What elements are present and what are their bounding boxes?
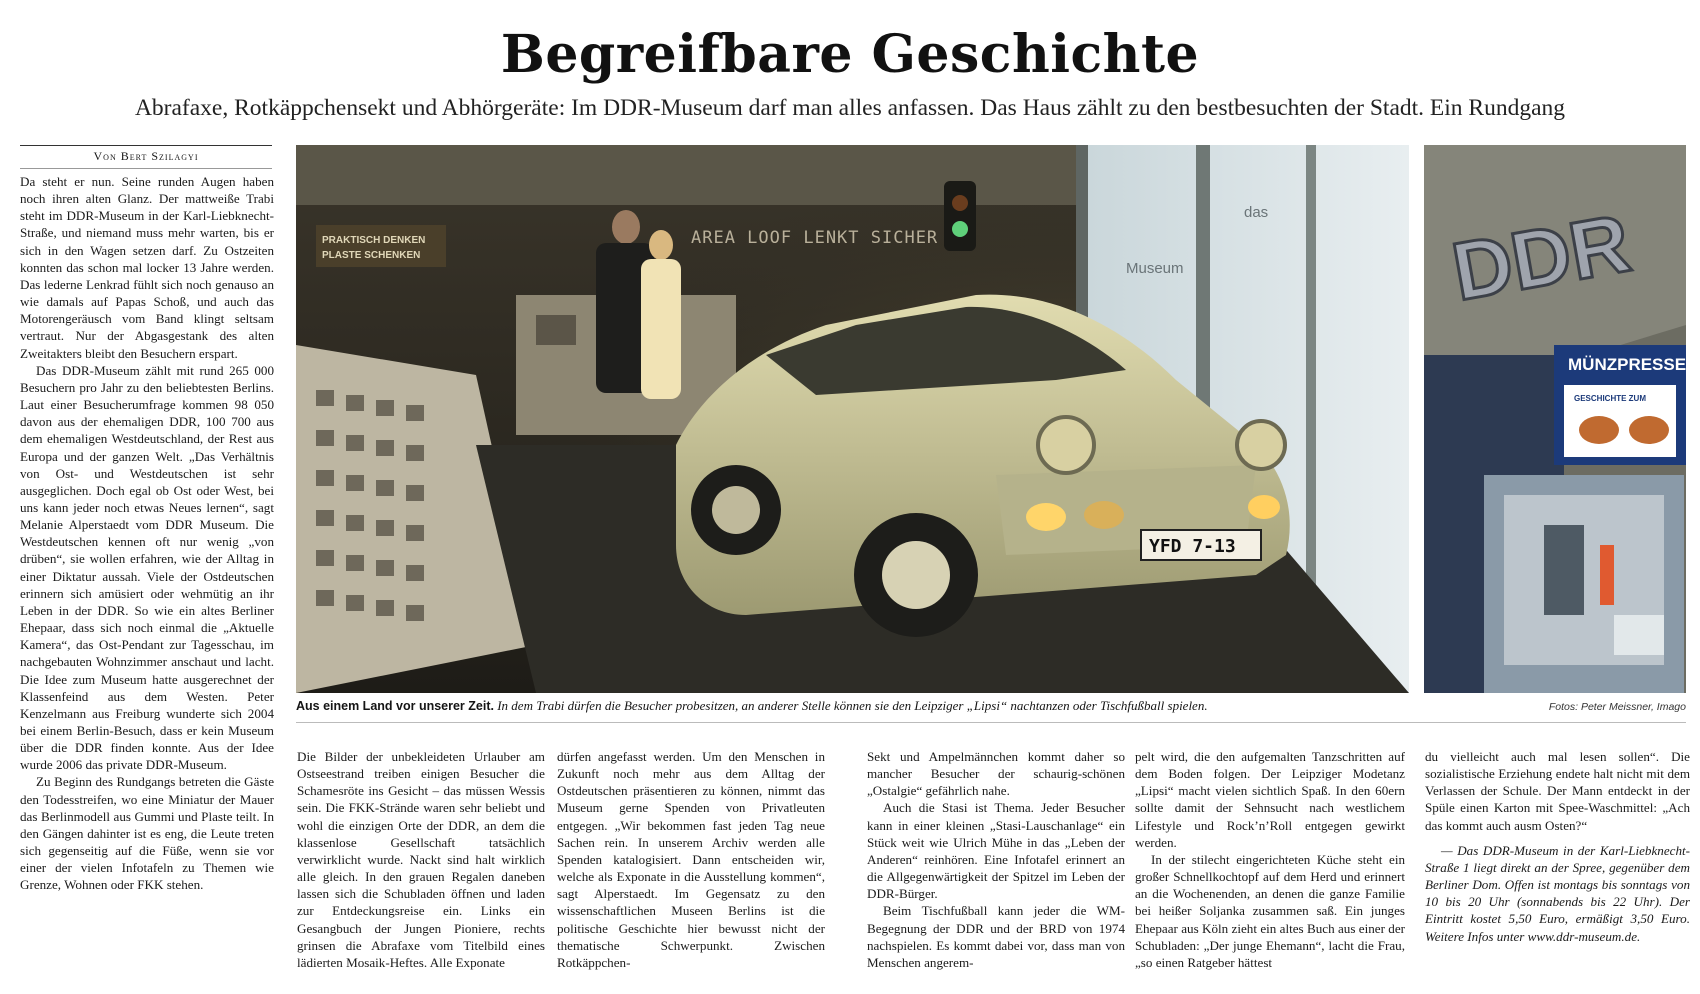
paragraph: Da steht er nun. Seine runden Augen haben noch ihren alten Glanz. Der mattweiße Trabi steht im DDR-Museum in der Karl-Liebknecht-Straße, und niemand muss mehr warten, bis er sich in den Wagen setzen darf. Zu Ostzeiten konnten das schon mal locker 13 Jahre werden. Das lederne Lenkrad fühlt sich noch genauso an wie damals auf Papas Schoß, und auch das Motorengeräusch vom Band klingt seltsam vertraut. Nur der Abgasgestank des alten Zweitakters bleibt den Besuchern erspart. <box>20 174 274 361</box>
side-photo-graphic <box>1424 145 1686 693</box>
text-column-4 <box>867 748 1125 971</box>
ddr-letters: DDR <box>1445 197 1637 319</box>
muenzpresse-title: MÜNZPRESSE <box>1568 355 1686 374</box>
main-photo <box>296 145 1409 693</box>
paragraph: dürfen angefasst werden. Um den Menschen in Zukunft noch mehr aus dem Alltag der Ostdeutschen präsentieren zu können, nimmt das Museum gerne Spenden von Privatleuten entgegen. „Wir bekommen fast jeden Tag neue Sachen rein. In unserem Archiv werden alle Spenden katalogisiert. Dann entscheiden wir, welche als Exponate in die Ausstellung kommen“, sagt Alperstaedt. Im Gegensatz zu den wissenschaftlichen Museen Berlins ist die politische Geschichte hier bewusst nicht der thematische Schwerpunkt. Zwischen Rotkäppchen- <box>557 749 825 970</box>
article-subheadline: Abrafaxe, Rotkäppchensekt und Abhörgeräte: Im DDR-Museum darf man alles anfassen. Das Haus zählt zu den bestbesuchten der Stadt. Ein Rundgang <box>134 95 1566 121</box>
paragraph: Zu Beginn des Rundgangs betreten die Gäste den Todesstreifen, wo eine Miniatur der Mauer das Berlinmodell aus Gummi und Plaste teilt. In den Gängen dahinter ist es eng, die Leute treten sich gegenseitig auf die Füße, wenn sie vor einer der vielen Infotafeln zu Themen wie Grenze, Wohnen oder FKK stehen. <box>20 774 274 893</box>
license-plate: YFD 7-13 <box>1149 536 1236 557</box>
paragraph: Beim Tischfußball kann jeder die WM-Begegnung der DDR und der BRD von 1974 nachspielen. Es kommt dabei vor, dass man von Menschen angerem- <box>867 903 1125 970</box>
sign-text-1: PRAKTISCH DENKEN <box>322 235 426 246</box>
caption-head: Aus einem Land vor unserer Zeit. <box>296 699 494 713</box>
sign-text-2: PLASTE SCHENKEN <box>322 250 421 261</box>
photo-caption <box>296 698 1446 714</box>
caption-text: In dem Trabi dürfen die Besucher probesitzen, an anderer Stelle können sie den Leipziger „Lipsi“ nachtanzen oder Tischfußball spielen. <box>497 698 1208 713</box>
wall-slogan: AREA LOOF LENKT SICHER <box>691 228 939 248</box>
byline-rule-bottom <box>20 168 272 169</box>
muenzpresse-subtitle: GESCHICHTE ZUM <box>1574 394 1646 403</box>
side-photo <box>1424 145 1686 693</box>
text-column-6 <box>1425 748 1690 945</box>
text-column-3 <box>557 748 825 971</box>
byline-block <box>20 145 272 169</box>
text-column-1 <box>20 173 274 894</box>
museum-infobox: — Das DDR-Museum in der Karl-Liebknecht-Straße 1 liegt direkt an der Spree, gegenüber dem Berliner Dom. Offen ist montags bis sonntags von 10 bis 20 Uhr (sonnabends bis 22 Uhr). Der Eintritt kostet 5,50 Euro, ermäßigt 3,50 Euro. Weitere Infos unter www.ddr-museum.de. <box>1425 842 1690 944</box>
paragraph: In der stilecht eingerichteten Küche steht ein großer Schnellkochtopf auf dem Herd und erinnert an die Wochenenden, an denen die ganze Familie bei heißer Soljanka zusammen saß. Ein junges Ehepaar aus Köln zieht ein altes Buch aus einer der Schubladen: „Der junge Ehemann“, lacht die Frau, „so einen Ratgeber hättest <box>1135 851 1405 970</box>
photo-credit: Fotos: Peter Meissner, Imago <box>1548 701 1686 713</box>
text-column-2 <box>297 748 545 971</box>
paragraph: Sekt und Ampelmännchen kommt daher so mancher Besucher der schaurig-schönen „Ostalgie“ gefährlich nahe. <box>867 749 1125 799</box>
window-text-das: das <box>1244 204 1269 221</box>
paragraph: du vielleicht auch mal lesen sollen“. Die sozialistische Erziehung endete halt nicht mit dem Verlassen der Schule. Der Mann entdeckt in der Spüle einen Karton mit Spee-Waschmittel: „Ach das kommt auch ausm Osten?“ <box>1425 749 1690 833</box>
paragraph: pelt wird, die den aufgemalten Tanzschritten auf dem Boden folgen. Der Leipziger Modetanz „Lipsi“ macht vielen sichtlich Spaß. In den 60ern sollte damit der Sehnsucht nach westlichem Lifestyle und Rock’n’Roll entgegen gewirkt werden. <box>1135 749 1405 850</box>
caption-rule <box>296 722 1686 723</box>
article-headline: Begreifbare Geschichte <box>500 24 1200 85</box>
window-text-museum: Museum <box>1126 260 1184 277</box>
paragraph: Auch die Stasi ist Thema. Jeder Besucher kann in einer kleinen „Stasi-Lauschanlage“ ein Stück weit wie Ulrich Mühe in das „Leben der Anderen“ reinhören. Eine Infotafel erinnert an die Allgegenwärtigkeit der Spitzel im Leben der DDR-Bürger. <box>867 800 1125 902</box>
byline: Von Bert Szilagyi <box>93 149 199 163</box>
text-column-5 <box>1135 748 1405 971</box>
paragraph: Das DDR-Museum zählt mit rund 265 000 Besuchern pro Jahr zu den beliebtesten Berlins. Laut einer Besucherumfrage kommen 98 050 davon aus der ehemaligen DDR, 100 700 aus dem ehemaligen Westdeutschland, der Rest aus Europa und der ganzen Welt. „Das Verhältnis von Ost- und Westdeutschen ist sehr ausgeglichen. Doch egal ob Ost oder West, bei uns kann jeder noch etwas Neues lernen“, sagt Melanie Alperstaedt vom DDR Museum. Die Westdeutschen kennen oft nur wenig „von drüben“, sie wollen erfahren, wie der Alltag in einer Diktatur aussah. Viele der Ostdeutschen erinnern sich amüsiert oder wehmütig an ihr Leben in der DDR. So wie ein altes Berliner Ehepaar, dass sich noch einmal die „Aktuelle Kamera“, das Ost-Pendant zur Tagesschau, im nachgebauten Wohnzimmer anschaut und lacht. Die Idee zum Museum hatte ausgerechnet der Klassenfeind aus dem Westen. Peter Kenzelmann aus Freiburg wunderte sich 2004 bei einem Berlin-Besuch, dass er kein Museum über die DDR finden konnte. Aus der Idee wurde 2006 das private DDR-Museum. <box>20 362 274 773</box>
main-photo-graphic <box>296 145 1409 693</box>
paragraph: Die Bilder der unbekleideten Urlauber am Ostseestrand treiben einigen Besucher die Schamesröte ins Gesicht – das müssen Wessis sein. Die FKK-Strände waren sehr beliebt und wohl die einzigen Orte der DDR, an dem die klassenlose Gesellschaft tatsächlich verwirklicht wurde. Nackt sind halt wirklich alle gleich. In den grauen Regalen daneben lassen sich die Schubladen öffnen und laden zur Entdeckungsreise ein. Links ein Gesangbuch der Jungen Pioniere, rechts grinsen die Abrafaxe vom Titelbild eines lädierten Mosaik-Heftes. Alle Exponate <box>297 749 545 970</box>
